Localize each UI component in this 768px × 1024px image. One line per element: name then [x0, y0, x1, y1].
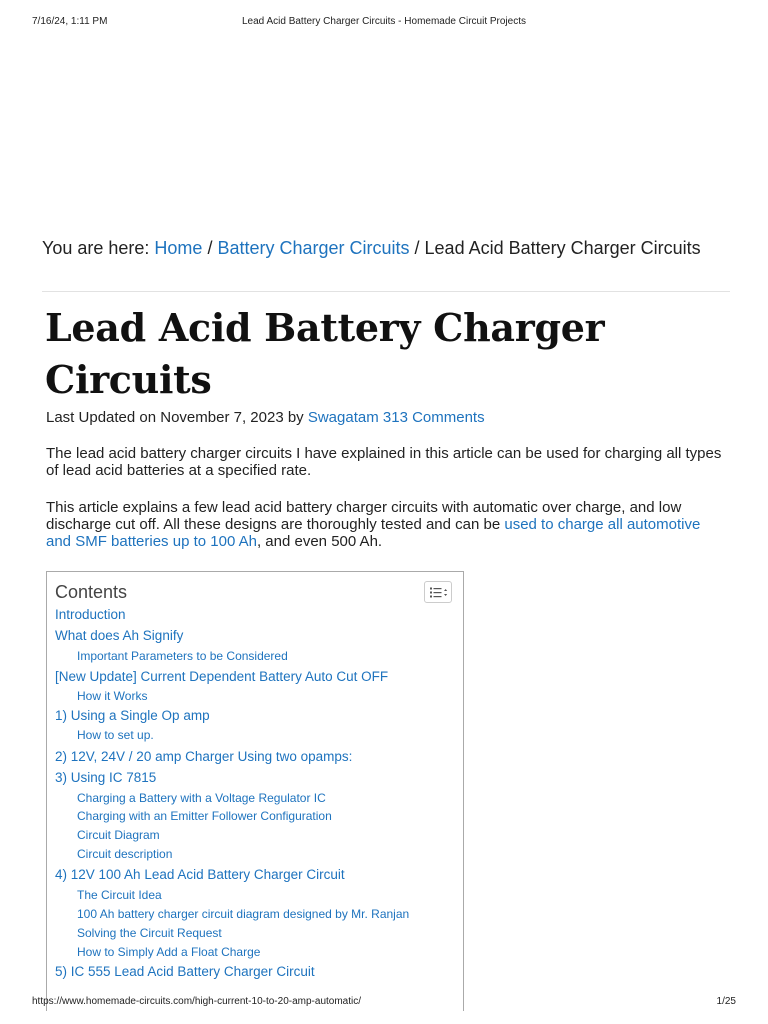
toc-link[interactable]: 2) 12V, 24V / 20 amp Charger Using two opamps: — [55, 749, 353, 764]
toc-link[interactable]: Circuit Diagram — [77, 828, 160, 842]
toc-link[interactable]: How to set up. — [77, 728, 154, 742]
print-page-number: 1/25 — [716, 996, 736, 1007]
toc-link[interactable]: Charging with an Emitter Follower Configuration — [77, 809, 332, 823]
breadcrumb-separator: / — [202, 238, 218, 258]
toc-link[interactable]: [New Update] Current Dependent Battery Auto Cut OFF — [55, 669, 389, 684]
author-link[interactable]: Swagatam — [307, 409, 379, 426]
toc-link[interactable]: 3) Using IC 7815 — [55, 770, 157, 785]
toc-link[interactable]: How to Simply Add a Float Charge — [77, 945, 261, 959]
breadcrumb-separator: / — [409, 238, 425, 258]
toc-link[interactable]: The Circuit Idea — [77, 888, 162, 902]
toc-link[interactable]: Solving the Circuit Request — [77, 926, 222, 940]
toc-link[interactable]: Introduction — [55, 607, 126, 622]
toc-link[interactable]: What does Ah Signify — [55, 628, 184, 643]
toc-title: Contents — [55, 582, 128, 602]
breadcrumb-category-link[interactable]: Battery Charger Circuits — [217, 238, 410, 258]
print-datetime: 7/16/24, 1:11 PM — [32, 16, 108, 27]
summary-text: This article explains a few lead acid battery charger circuits with automatic over charge, and low discharge cut off. All these designs are thoroughly tested and can be — [46, 499, 682, 533]
toc-toggle-button[interactable] — [424, 581, 452, 603]
print-page-title: Lead Acid Battery Charger Circuits - Homemade Circuit Projects — [242, 16, 526, 27]
breadcrumb-divider — [42, 291, 730, 292]
breadcrumb-current: Lead Acid Battery Charger Circuits — [424, 238, 701, 258]
comments-link[interactable]: 313 Comments — [382, 409, 485, 426]
breadcrumb-prefix: You are here: — [42, 238, 155, 258]
toc-link[interactable]: 1) Using a Single Op amp — [55, 708, 210, 723]
intro-paragraph: The lead acid battery charger circuits I have explained in this article can be used for charging all types of lead acid batteries at a specified rate. — [46, 445, 722, 479]
toc-link[interactable]: 100 Ah battery charger circuit diagram designed by Mr. Ranjan — [77, 907, 410, 921]
print-header — [0, 16, 768, 30]
list-toggle-icon — [429, 586, 449, 599]
toc-link[interactable]: How it Works — [77, 689, 148, 703]
print-url: https://www.homemade-circuits.com/high-current-10-to-20-amp-automatic/ — [32, 996, 362, 1007]
toc-link[interactable]: 5) IC 555 Lead Acid Battery Charger Circuit — [55, 964, 315, 979]
toc-link[interactable]: Circuit description — [77, 847, 173, 861]
summary-text-end: , and even 500 Ah. — [256, 533, 383, 550]
post-meta — [46, 409, 736, 427]
last-updated: Last Updated on November 7, 2023 by — [46, 409, 308, 426]
breadcrumb — [42, 238, 722, 259]
toc-link[interactable]: 4) 12V 100 Ah Lead Acid Battery Charger Circuit — [55, 867, 345, 882]
breadcrumb-home-link[interactable]: Home — [154, 238, 203, 258]
table-of-contents — [46, 571, 464, 1011]
print-footer — [0, 996, 768, 1010]
page-title: Lead Acid Battery Charger Circuits — [45, 305, 605, 402]
toc-link[interactable]: Important Parameters to be Considered — [77, 649, 288, 663]
toc-link[interactable]: Charging a Battery with a Voltage Regulator IC — [77, 791, 326, 805]
summary-paragraph — [46, 499, 726, 550]
summary-link[interactable]: used to charge all automotive and SMF batteries up to 100 Ah — [46, 516, 701, 550]
